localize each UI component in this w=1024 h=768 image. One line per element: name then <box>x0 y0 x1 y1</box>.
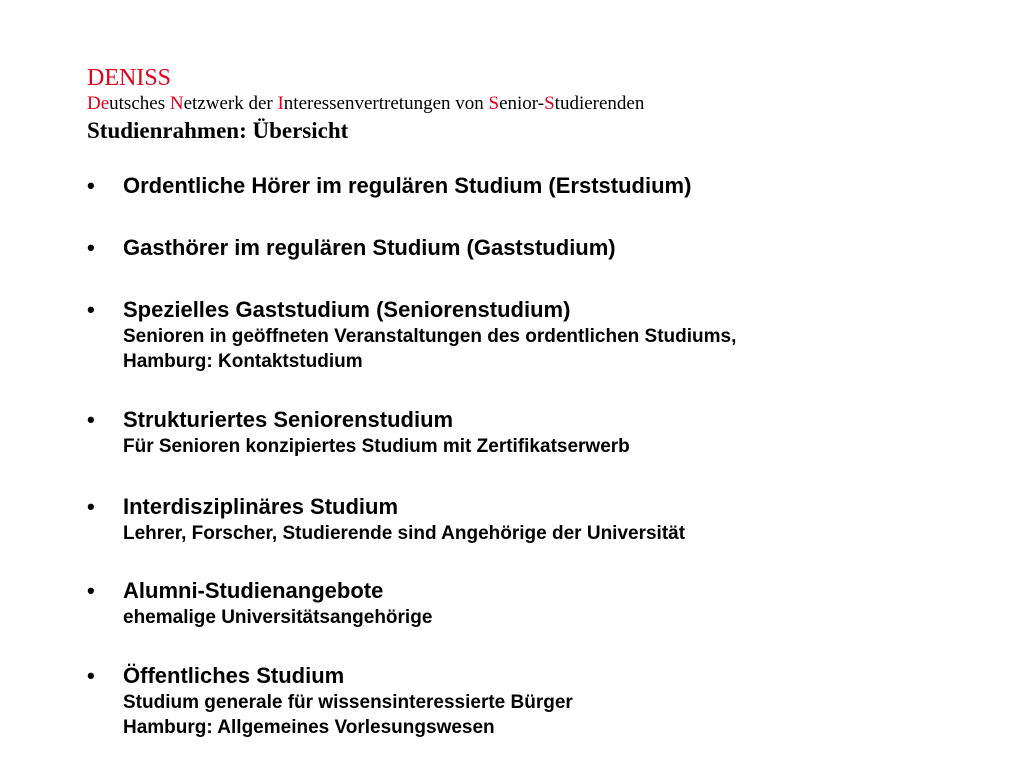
list-item <box>87 234 736 262</box>
item-detail: Senioren in geöffneten Veranstaltungen des ordentlichen Studiums, <box>123 326 737 347</box>
list-item <box>87 172 736 200</box>
network-subtitle <box>87 92 644 116</box>
list-item <box>87 662 736 740</box>
item-detail: Studium generale für wissensinteressierte Bürger <box>123 692 573 713</box>
item-detail: Hamburg: Kontaktstudium <box>123 351 363 372</box>
subtitle-part: etzwerk der <box>183 93 278 114</box>
subtitle-part: N <box>169 93 184 114</box>
bullet-list <box>87 172 736 740</box>
bullet-icon: • <box>87 578 95 603</box>
item-title: Strukturiertes Seniorenstudium <box>123 407 454 432</box>
bullet-icon: • <box>87 235 95 260</box>
item-title: Öffentliches Studium <box>123 663 345 688</box>
subtitle-part: I <box>277 93 284 114</box>
item-title: Gasthörer im regulären Studium (Gaststudium) <box>123 235 616 260</box>
subtitle-part: enior- <box>499 93 545 114</box>
bullet-icon: • <box>87 407 95 432</box>
list-item <box>87 493 736 546</box>
subtitle-part: utsches <box>109 93 170 114</box>
list-item <box>87 296 736 374</box>
subtitle-part: S <box>488 93 500 114</box>
list-item <box>87 577 736 630</box>
list-item <box>87 406 736 459</box>
item-detail: Hamburg: Allgemeines Vorlesungswesen <box>123 717 495 738</box>
item-title: Spezielles Gaststudium (Seniorenstudium) <box>123 297 571 322</box>
slide-header <box>87 64 644 145</box>
deniss-title: DENISS <box>87 65 172 91</box>
bullet-icon: • <box>87 494 95 519</box>
bullet-icon: • <box>87 297 95 322</box>
item-title: Interdisziplinäres Studium <box>123 494 399 519</box>
subtitle-part: De <box>87 93 110 114</box>
subtitle-part: tudierenden <box>554 93 645 114</box>
bullet-icon: • <box>87 173 95 198</box>
item-title: Ordentliche Hörer im regulären Studium (Erststudium) <box>123 173 692 198</box>
page-title: Studienrahmen: Übersicht <box>87 118 349 143</box>
item-detail: Lehrer, Forscher, Studierende sind Angehörige der Universität <box>123 523 686 544</box>
item-detail: Für Senioren konzipiertes Studium mit Zertifikatserwerb <box>123 436 630 457</box>
bullet-icon: • <box>87 663 95 688</box>
item-detail: ehemalige Universitätsangehörige <box>123 607 433 628</box>
item-title: Alumni-Studienangebote <box>123 578 384 603</box>
subtitle-part: S <box>544 93 555 114</box>
subtitle-part: nteressenvertretungen von <box>283 93 489 114</box>
